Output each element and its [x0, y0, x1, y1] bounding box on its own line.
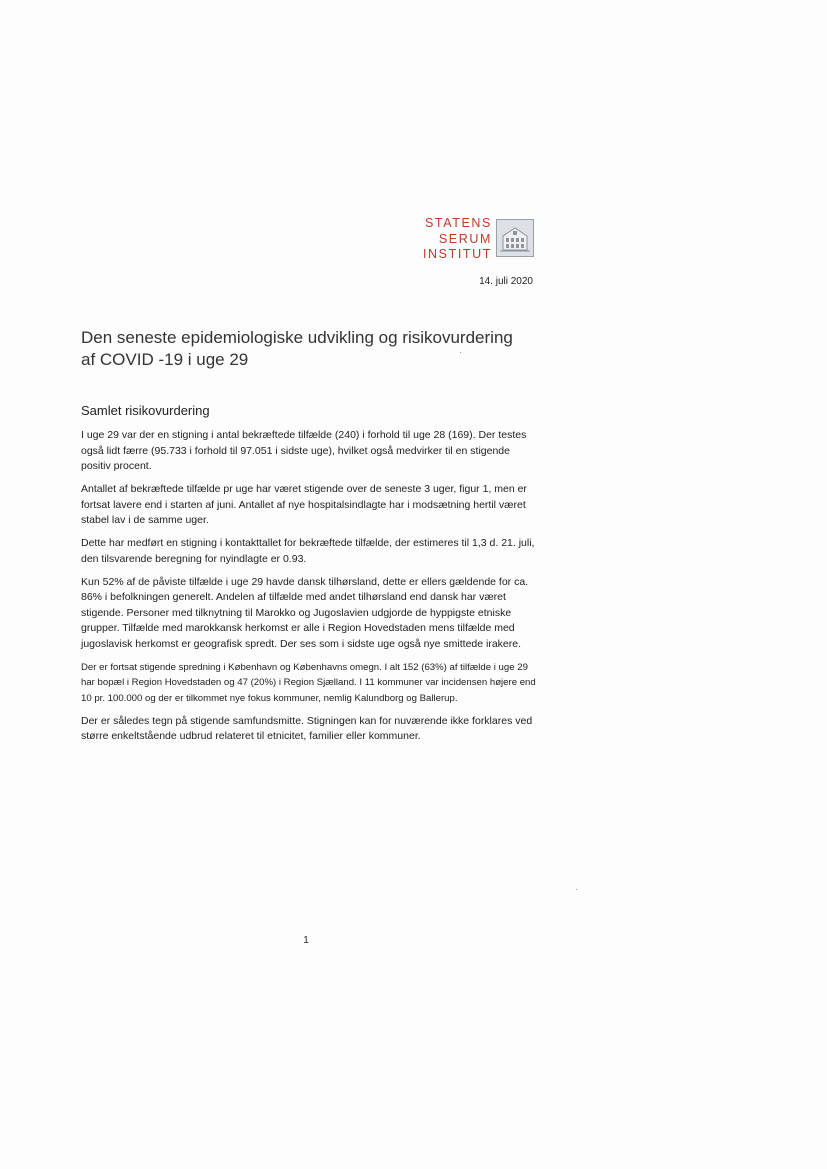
- document-date: 14. juli 2020: [479, 276, 533, 287]
- logo-line-institut: INSTITUT: [422, 247, 492, 261]
- ssi-logo: [410, 216, 534, 266]
- logo-wordmark: [423, 216, 492, 263]
- paragraph: I uge 29 var der en stigning i antal bekræftede tilfælde (240) i forhold til uge 28 (169). Der testes også lidt færre (95.733 i forhold til 97.051 i sidste uge), hvilket også medvirker til en stigende positiv procent.: [81, 429, 527, 472]
- logo-line-serum: SERUM: [438, 231, 492, 246]
- paragraph: Dette har medført en stigning i kontakttallet for bekræftede tilfælde, der estimeres til 1,3 d. 21. juli, den tilsvarende beregning for nyindlagte er 0.93.: [81, 537, 535, 565]
- logo-line-statens: STATENS: [425, 216, 492, 230]
- section-heading: Samlet risikovurdering: [81, 403, 210, 418]
- building-icon-graphic: [497, 220, 533, 256]
- section-body: [81, 428, 536, 752]
- building-icon: [496, 219, 534, 257]
- scan-speck: [460, 352, 461, 353]
- paragraph: Der er fortsat stigende spredning i København og Københavns omegn. I alt 152 (63%) af tilfælde i uge 29 har bopæl i Region Hovedstaden og 47 (20%) i Region Sjælland. I 11 kommuner var incidensen højere end 10 pr. 100.000 og der er tilkommet nye fokus kommuner, nemlig Kalundborg og Ballerup.: [81, 661, 536, 704]
- paragraph: Der er således tegn på stigende samfundsmitte. Stigningen kan for nuværende ikke forklares ved større enkeltstående udbrud relateret til etnicitet, familier eller kommuner.: [81, 714, 533, 742]
- paragraph: Kun 52% af de påviste tilfælde i uge 29 havde dansk tilhørsland, dette er ellers gældende for ca. 86% i befolkningen generelt. Andelen af tilfælde med andet tilhørsland end dansk har været stigende. Personer med tilknytning til Marokko og Jugoslavien udgjorde de hyppigste etniske grupper. Tilfælde med marokkansk herkomst er alle i Region Hovedstaden mens tilfælde med jugoslavisk herkomst er geografisk spredt. Der ses som i sidste uge også nye smittede irakere.: [81, 575, 529, 650]
- page-number: 1: [303, 935, 309, 946]
- paragraph: Antallet af bekræftede tilfælde pr uge har været stigende over de seneste 3 uger, figur 1, men er fortsat lavere end i starten af juni. Antallet af nye hospitalsindlagte har i modsætning hertil været stabel lav i de samme uger.: [81, 483, 527, 526]
- scan-speck: [576, 889, 577, 890]
- document-title: Den seneste epidemiologiske udvikling og risikovurdering af COVID -19 i uge 29: [81, 328, 513, 369]
